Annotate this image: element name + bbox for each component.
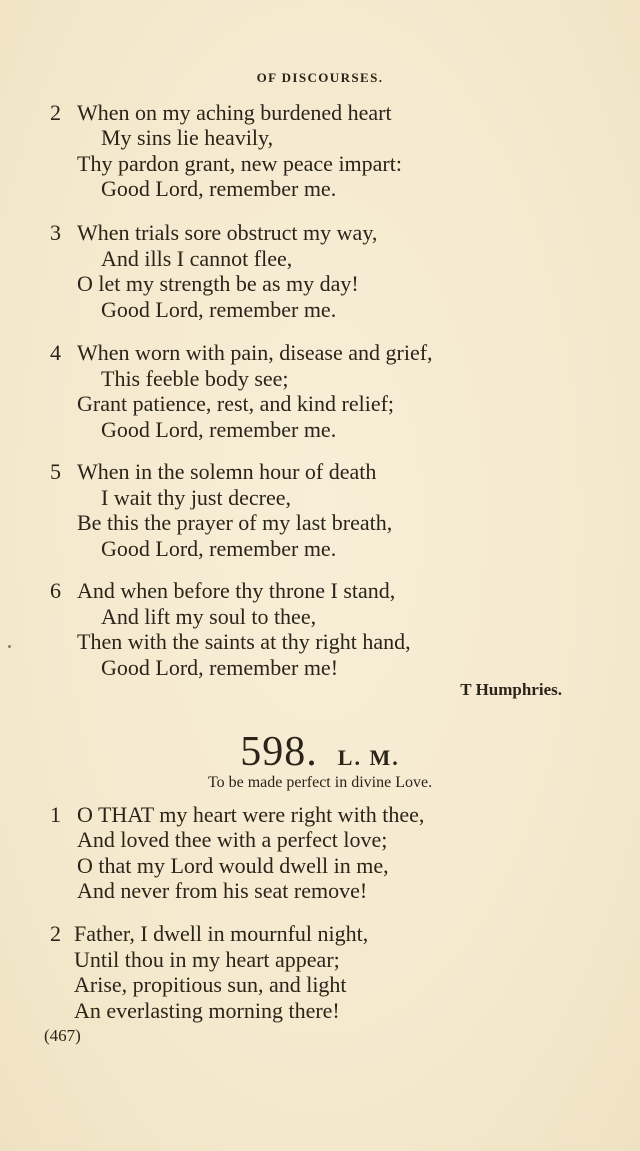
verse-line: Grant patience, rest, and kind relief;: [77, 391, 395, 416]
verse-line: O that my Lord would dwell in me,: [77, 853, 389, 878]
verse-number: 4: [50, 340, 61, 365]
verse-line: An everlasting morning there!: [74, 998, 340, 1023]
hymn-author: T Humphries.: [460, 680, 562, 699]
verse-number: 2: [50, 921, 61, 946]
verse-line: Be this the prayer of my last breath,: [77, 510, 393, 535]
verse-line: Good Lord, remember me.: [101, 417, 337, 442]
running-head: OF DISCOURSES.: [256, 70, 384, 85]
verse-line: Arise, propitious sun, and light: [74, 972, 347, 997]
hymn-subtitle: To be made perfect in divine Love.: [207, 774, 433, 791]
verse-line: When trials sore obstruct my way,: [77, 220, 378, 245]
verse-line: Thy pardon grant, new peace impart:: [77, 151, 402, 176]
verse-number: 1: [50, 802, 61, 827]
verse-line: I wait thy just decree,: [101, 485, 291, 510]
verse-number: 5: [50, 459, 61, 484]
verse-line: Good Lord, remember me!: [101, 655, 339, 680]
verse-line: And lift my soul to thee,: [101, 604, 317, 629]
verse-line: O let my strength be as my day!: [77, 271, 359, 296]
verse-line: This feeble body see;: [101, 366, 289, 391]
verse-line: Good Lord, remember me.: [101, 297, 337, 322]
paper-speck: [8, 645, 11, 648]
verse-line: Until thou in my heart appear;: [74, 947, 340, 972]
hymn-meter: L. M.: [337, 745, 400, 770]
verse-line: When worn with pain, disease and grief,: [77, 340, 433, 365]
page-number: (467): [44, 1026, 81, 1045]
verse-line: Good Lord, remember me.: [101, 536, 337, 561]
verse-number: 6: [50, 578, 61, 603]
verse-line: Father, I dwell in mournful night,: [74, 921, 369, 946]
verse-line: When in the solemn hour of death: [77, 459, 377, 484]
verse-line: And loved thee with a perfect love;: [77, 827, 388, 852]
verse-line: My sins lie heavily,: [101, 125, 274, 150]
verse-line: O THAT my heart were right with thee,: [77, 802, 425, 827]
verse-line: When on my aching burdened heart: [77, 100, 392, 125]
hymn-number: 598.: [240, 729, 318, 775]
hymn-heading: [0, 728, 640, 776]
verse-line: And never from his seat remove!: [77, 878, 368, 903]
verse-line: And ills I cannot flee,: [101, 246, 293, 271]
verse-line: Then with the saints at thy right hand,: [77, 629, 411, 654]
verse-line: And when before thy throne I stand,: [77, 578, 396, 603]
verse-number: 2: [50, 100, 61, 125]
verse-number: 3: [50, 220, 61, 245]
verse-line: Good Lord, remember me.: [101, 176, 337, 201]
